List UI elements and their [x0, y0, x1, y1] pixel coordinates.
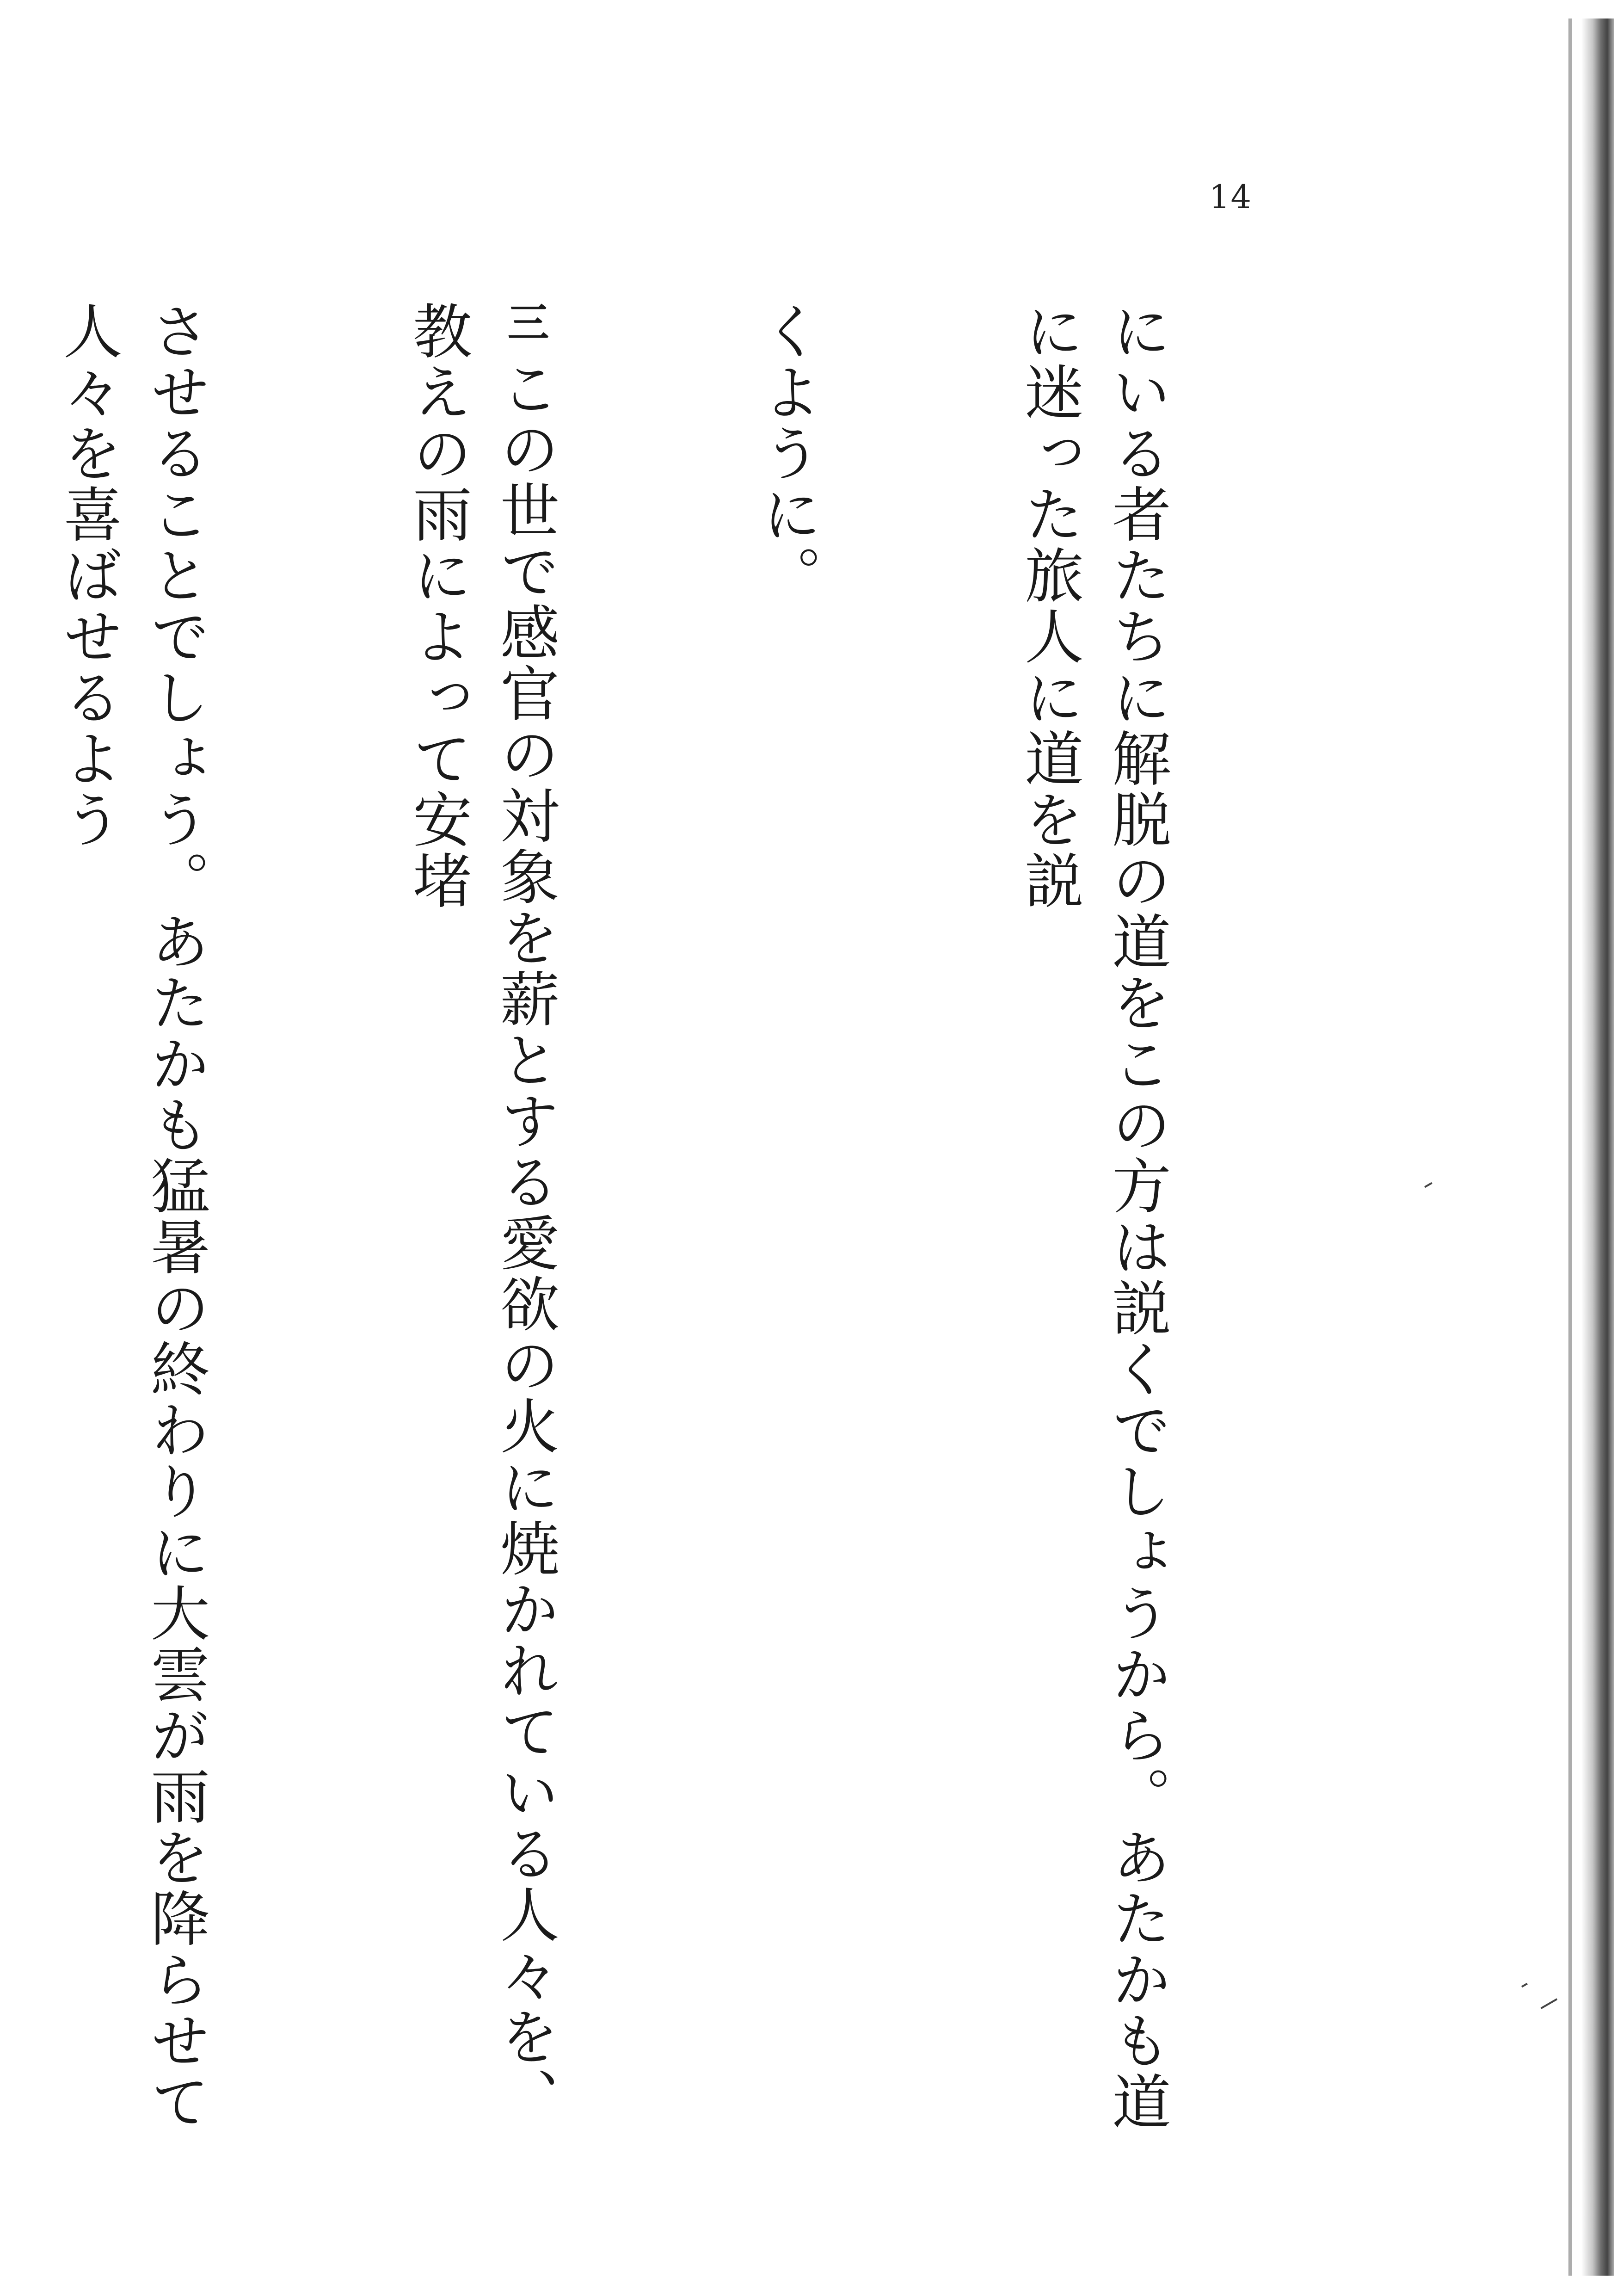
- column-text: させることでしょう。あたかも猛暑の終わりに大雲が雨を降らせて人々を喜ばせるよう: [53, 301, 209, 2132]
- verse-number: 三: [500, 301, 549, 339]
- text-column: [743, 301, 830, 2142]
- text-column: [1005, 301, 1180, 2142]
- text-column: [393, 301, 568, 2142]
- page-number: 14: [1209, 178, 1253, 216]
- scan-speck: [1521, 1983, 1528, 1987]
- column-text: この世で感官の対象を薪とする愛欲の火に焼かれている人々を、教えの雨によって安堵: [403, 301, 559, 2129]
- column-text: にいる者たちに解脱の道をこの方は説くでしょうから。あたかも道に迷った旅人に道を説: [1014, 301, 1171, 2132]
- page-edge-shadow: [1581, 19, 1614, 2276]
- scan-speck: [1541, 1998, 1558, 2009]
- column-text: くように。: [752, 301, 821, 606]
- scan-speck: [1424, 1182, 1432, 1188]
- text-column: [44, 301, 219, 2142]
- vertical-text-body: [0, 301, 1355, 2142]
- binding-edge-line: [1568, 19, 1572, 2276]
